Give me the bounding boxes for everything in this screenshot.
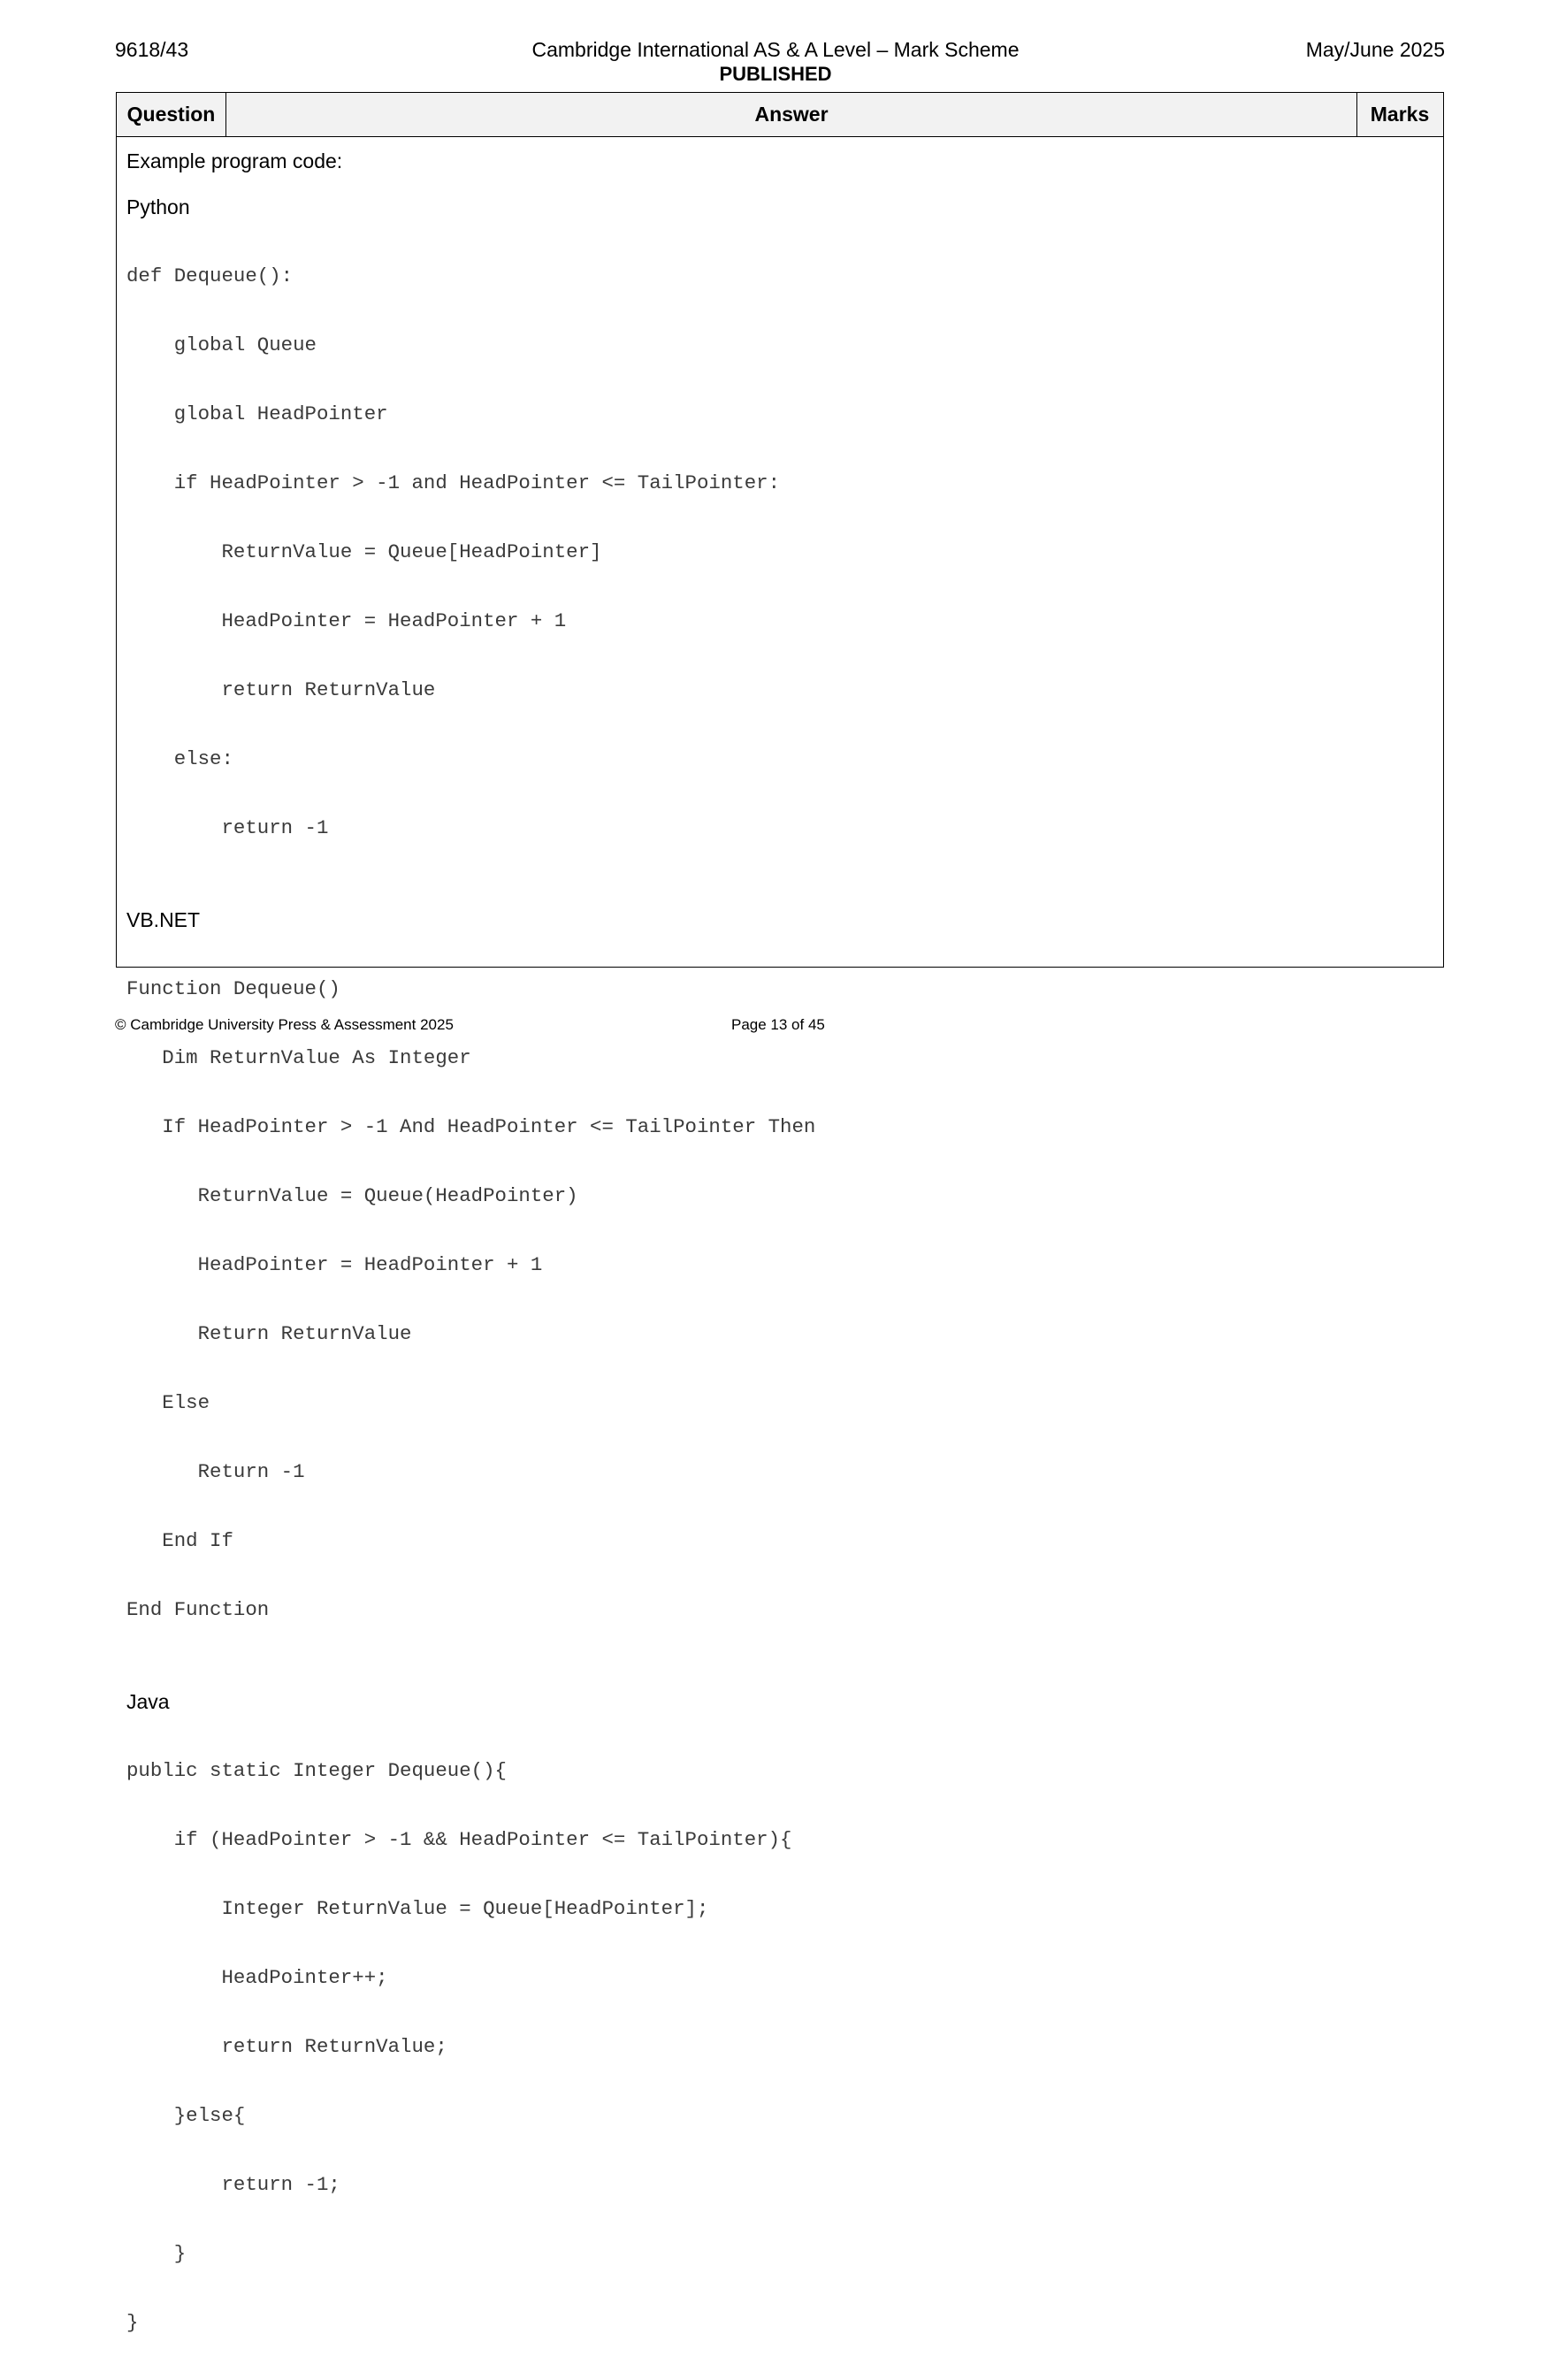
table-header-row xyxy=(117,93,1443,137)
code-line: HeadPointer = HeadPointer + 1 xyxy=(126,609,567,632)
published-label: PUBLISHED xyxy=(719,63,832,85)
code-line: Function Dequeue() xyxy=(126,977,340,1000)
code-line: ReturnValue = Queue(HeadPointer) xyxy=(126,1184,578,1207)
code-line: return -1 xyxy=(126,816,329,839)
code-line: } xyxy=(126,2311,139,2334)
code-block xyxy=(126,931,1434,1667)
document-title: Cambridge International AS & A Level – Mark Scheme xyxy=(531,38,1020,61)
code-line: if (HeadPointer > -1 && HeadPointer <= TailPointer){ xyxy=(126,1828,792,1851)
code-line: } xyxy=(126,2242,187,2265)
column-header-marks: Marks xyxy=(1370,103,1430,126)
code-line: else: xyxy=(126,747,233,770)
code-line: Else xyxy=(126,1391,210,1414)
column-header-question: Question xyxy=(117,93,226,136)
code-line: End If xyxy=(126,1529,233,1552)
code-line: }else{ xyxy=(126,2104,246,2127)
code-block xyxy=(126,218,1434,885)
code-line: return -1; xyxy=(126,2173,340,2196)
copyright-notice: © Cambridge University Press & Assessment 2025 xyxy=(115,1016,454,1033)
exam-session: May/June 2025 xyxy=(1305,38,1445,61)
intro-text: Example program code: xyxy=(126,149,343,172)
code-line: def Dequeue(): xyxy=(126,264,294,287)
column-header-answer: Answer xyxy=(226,93,1357,136)
answer-cell xyxy=(126,149,1434,2380)
code-line: ReturnValue = Queue[HeadPointer] xyxy=(126,540,602,563)
code-line: Return -1 xyxy=(126,1460,305,1483)
code-block xyxy=(126,1713,1434,2380)
code-line: return ReturnValue; xyxy=(126,2035,447,2058)
code-line: if HeadPointer > -1 and HeadPointer <= TailPointer: xyxy=(126,471,781,494)
paper-code: 9618/43 xyxy=(115,38,189,61)
code-line: Return ReturnValue xyxy=(126,1322,412,1345)
code-line: If HeadPointer > -1 And HeadPointer <= TailPointer Then xyxy=(126,1115,816,1138)
code-line: global HeadPointer xyxy=(126,402,388,425)
code-line: HeadPointer = HeadPointer + 1 xyxy=(126,1253,543,1276)
language-label: VB.NET xyxy=(126,908,201,931)
code-line: return ReturnValue xyxy=(126,678,436,701)
code-section-java xyxy=(126,1690,1434,2380)
code-line: End Function xyxy=(126,1598,270,1621)
code-line: HeadPointer++; xyxy=(126,1966,388,1989)
code-section-python xyxy=(126,195,1434,885)
language-label: Python xyxy=(126,195,190,218)
language-label: Java xyxy=(126,1690,170,1713)
page-number: Page 13 of 45 xyxy=(731,1016,825,1033)
code-line: global Queue xyxy=(126,333,317,356)
code-line: public static Integer Dequeue(){ xyxy=(126,1759,507,1782)
code-line: Dim ReturnValue As Integer xyxy=(126,1046,471,1069)
code-line: Integer ReturnValue = Queue[HeadPointer]; xyxy=(126,1897,709,1920)
